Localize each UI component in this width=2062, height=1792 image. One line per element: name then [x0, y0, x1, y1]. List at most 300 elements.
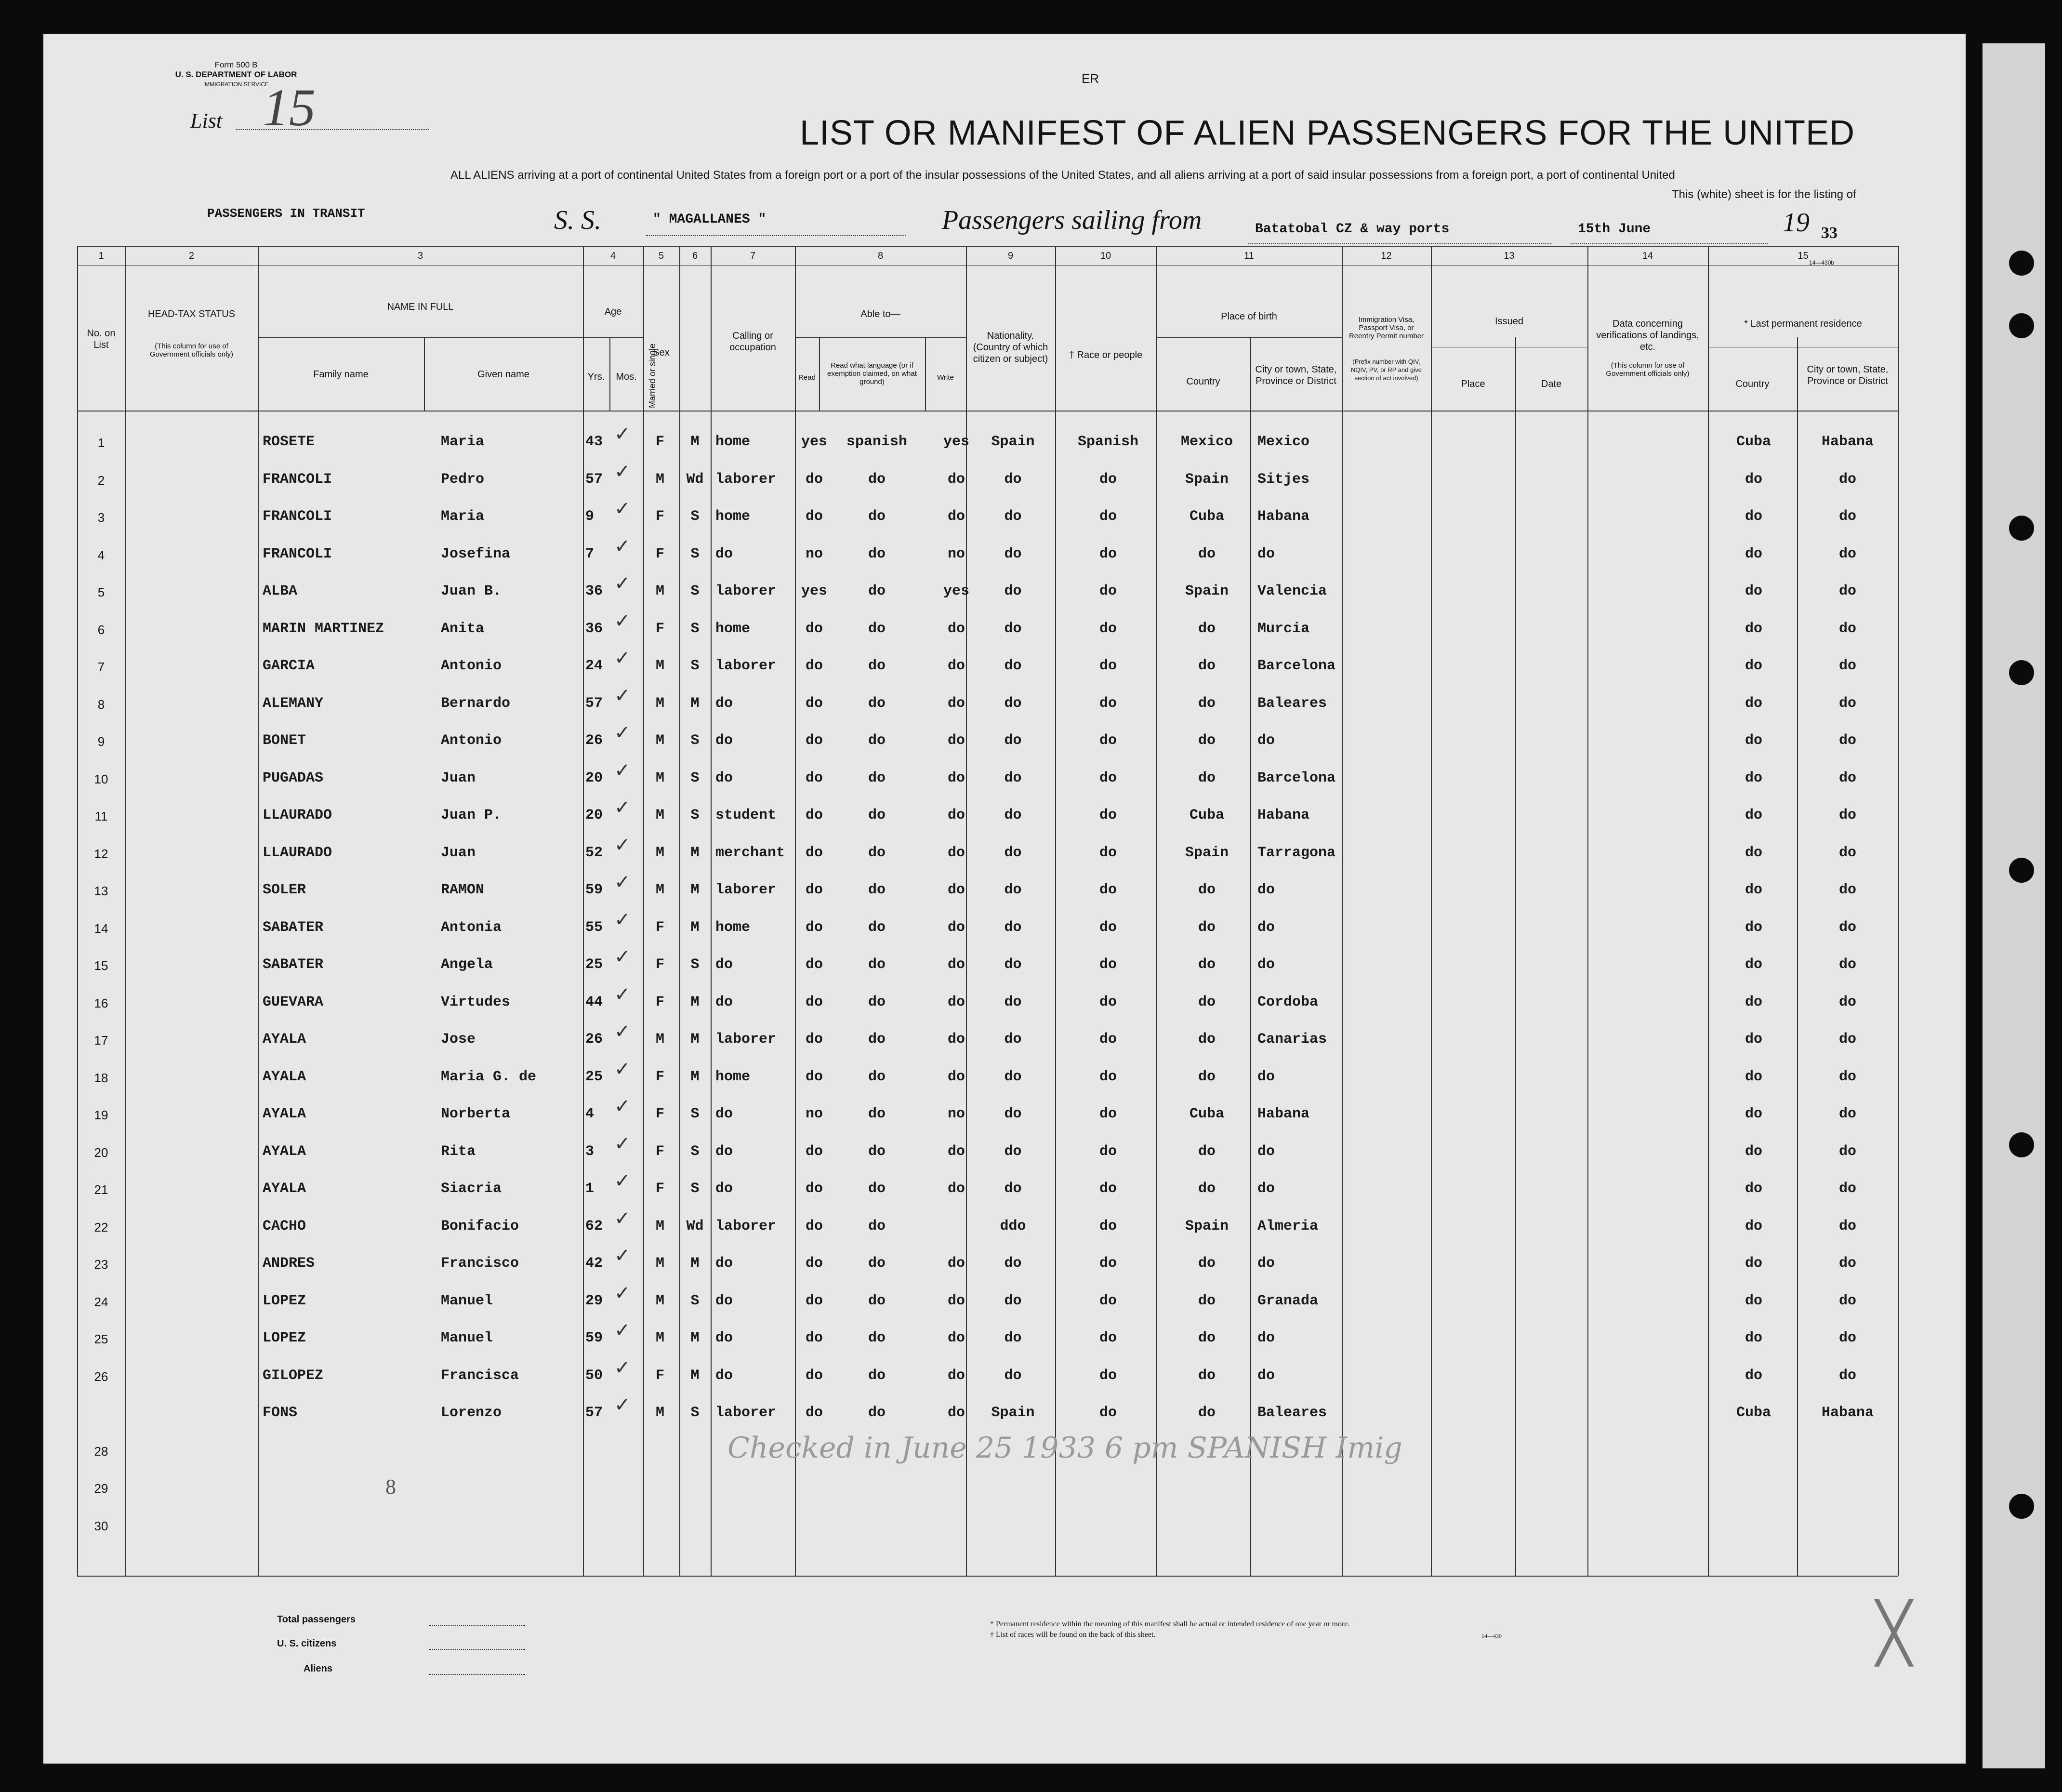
cell-read: do [805, 695, 823, 712]
cell-lang: do [868, 508, 886, 525]
cell-race: do [1099, 1031, 1117, 1048]
cell-ms: S [690, 1405, 700, 1421]
cell-nat: do [1004, 732, 1022, 749]
list-underline [236, 129, 429, 130]
cell-bcountry: do [1198, 882, 1216, 898]
checkmark-icon: ✓ [614, 460, 631, 483]
cell-write: do [947, 1330, 965, 1346]
cell-lang: do [868, 732, 886, 749]
checkmark-icon: ✓ [614, 535, 631, 558]
checkmark-icon: ✓ [614, 1245, 631, 1267]
cell-read: yes [801, 583, 827, 599]
row-number: 10 [94, 771, 108, 786]
header-place-of-birth: Place of birth [1221, 311, 1277, 322]
row-number: 12 [94, 846, 108, 861]
row-number: 18 [94, 1070, 108, 1085]
cell-sex: F [655, 1068, 664, 1085]
header-country: Country [1186, 376, 1220, 387]
cell-bcity: Barcelona [1257, 770, 1336, 786]
cell-calling: laborer [715, 471, 777, 488]
cell-bcountry: Cuba [1189, 807, 1224, 823]
cell-nat: do [1004, 1143, 1022, 1160]
header-given-name: Given name [477, 369, 529, 380]
cell-rcity: do [1838, 844, 1856, 861]
cell-given: Juan [441, 844, 476, 861]
colnum-8: 8 [877, 251, 884, 261]
cell-read: no [805, 1106, 823, 1122]
cell-write: do [947, 658, 965, 674]
cell-race: do [1099, 545, 1117, 562]
cell-bcity: Sitjes [1257, 471, 1310, 488]
cell-calling: do [715, 1367, 733, 1384]
ss-label: S. S. [554, 205, 601, 235]
cell-read: do [805, 1255, 823, 1272]
cell-nat: ddo [1000, 1218, 1026, 1234]
cell-bcountry: do [1198, 545, 1216, 562]
cell-ms: M [690, 919, 700, 936]
cell-rcity: do [1838, 508, 1856, 525]
cell-ms: S [690, 583, 700, 599]
checkmark-icon: ✓ [614, 647, 631, 669]
cell-bcountry: do [1198, 1143, 1216, 1160]
cell-nat: do [1004, 844, 1022, 861]
cell-ms: M [690, 1330, 700, 1346]
checkmark-icon: ✓ [614, 572, 631, 595]
col-divider [711, 246, 712, 1576]
list-label: List [190, 109, 223, 133]
cell-read: do [805, 508, 823, 525]
colnum-9: 9 [1007, 251, 1014, 261]
header-residence: * Last permanent residence [1744, 319, 1862, 329]
cell-bcity: Tarragona [1257, 844, 1336, 861]
cell-nat: do [1004, 1367, 1022, 1384]
checkmark-icon: ✓ [614, 423, 631, 445]
cell-family: LOPEZ [263, 1330, 306, 1346]
cell-sex: M [655, 844, 664, 861]
ship-underline [646, 235, 906, 236]
cell-bcity: Valencia [1257, 583, 1327, 599]
cell-write: do [947, 1255, 965, 1272]
cell-age: 7 [585, 545, 595, 562]
cell-sex: M [655, 1330, 664, 1346]
cell-age: 44 [585, 994, 603, 1010]
cell-ms: M [690, 994, 700, 1010]
cell-read: do [805, 1405, 823, 1421]
cell-read: do [805, 770, 823, 786]
cell-write: do [947, 1292, 965, 1309]
cell-family: GARCIA [263, 658, 315, 674]
cell-race: do [1099, 1106, 1117, 1122]
main-title: LIST OR MANIFEST OF ALIEN PASSENGERS FOR THE UNITED [800, 114, 1855, 152]
cell-lang: do [868, 956, 886, 973]
x-mark: ╳ [1877, 1600, 1912, 1667]
cell-sex: M [655, 882, 664, 898]
cell-given: Juan [441, 770, 476, 786]
header-res-city: City or town, State, Province or District [1807, 364, 1889, 386]
cell-write: do [947, 471, 965, 488]
cell-calling: do [715, 1181, 733, 1197]
cell-rcountry: do [1745, 1143, 1762, 1160]
cell-read: do [805, 1292, 823, 1309]
colnum-6: 6 [692, 251, 698, 261]
cell-family: CACHO [263, 1218, 306, 1234]
us-citizens-line [429, 1649, 525, 1650]
cell-bcity: do [1257, 1255, 1275, 1272]
cell-lang: do [868, 1143, 886, 1160]
cell-race: do [1099, 807, 1117, 823]
cell-ms: S [690, 956, 700, 973]
cell-race: do [1099, 620, 1117, 637]
row-number: 22 [94, 1220, 108, 1234]
cell-bcity: Baleares [1257, 695, 1327, 712]
cell-race: do [1099, 1367, 1117, 1384]
cell-rcity: do [1838, 1068, 1856, 1085]
small-code: 14—430b [1809, 259, 1835, 266]
colnum-12: 12 [1381, 251, 1392, 261]
cell-bcity: Habana [1257, 807, 1310, 823]
cell-age: 26 [585, 1031, 603, 1048]
cell-rcountry: do [1745, 956, 1762, 973]
cell-race: do [1099, 919, 1117, 936]
cell-lang: do [868, 1292, 886, 1309]
cell-calling: do [715, 1255, 733, 1272]
row-number: 23 [94, 1257, 108, 1272]
cell-calling: merchant [715, 844, 785, 861]
cell-race: do [1099, 658, 1117, 674]
cell-sex: M [655, 1031, 664, 1048]
cell-bcity: do [1257, 1068, 1275, 1085]
cell-bcountry: Cuba [1189, 1106, 1224, 1122]
row-number: 15 [94, 958, 108, 973]
cell-given: Manuel [441, 1292, 493, 1309]
cell-ms: M [690, 434, 700, 450]
cell-age: 25 [585, 1068, 603, 1085]
cell-rcity: do [1838, 545, 1856, 562]
cell-nat: do [1004, 1255, 1022, 1272]
table-border [77, 246, 1898, 247]
cell-lang: do [868, 545, 886, 562]
header-landing: Data concerning verifications of landings, etc. [1596, 319, 1699, 352]
cell-bcity: do [1257, 882, 1275, 898]
cell-nat: do [1004, 1292, 1022, 1309]
cell-family: GUEVARA [263, 994, 324, 1010]
cell-family: LLAURADO [263, 844, 332, 861]
cell-write: do [947, 956, 965, 973]
checkmark-icon: ✓ [614, 610, 631, 632]
cell-nat: do [1004, 1031, 1022, 1048]
checkmark-icon: ✓ [614, 1132, 631, 1155]
row-number: 26 [94, 1369, 108, 1384]
form-number: Form 500 B [214, 60, 258, 69]
cell-sex: F [655, 620, 664, 637]
cell-nat: do [1004, 1068, 1022, 1085]
colnum-11: 11 [1244, 251, 1254, 261]
header-name-in-full: NAME IN FULL [387, 302, 454, 312]
header-calling: Calling or occupation [729, 331, 776, 353]
cell-rcountry: do [1745, 1218, 1762, 1234]
subhead-line [795, 337, 966, 338]
cell-ms: S [690, 1292, 700, 1309]
cell-write: do [947, 994, 965, 1010]
cell-bcountry: do [1198, 1367, 1216, 1384]
cell-sex: M [655, 732, 664, 749]
header-yrs: Yrs. [587, 372, 605, 382]
checkmark-icon: ✓ [614, 1282, 631, 1304]
cell-sex: M [655, 583, 664, 599]
cell-age: 20 [585, 770, 603, 786]
colnum-1: 1 [98, 251, 104, 261]
header-city: City or town, State, Province or District [1255, 364, 1337, 386]
cell-write: do [947, 1367, 965, 1384]
col-divider [1708, 246, 1709, 1576]
cell-bcity: Murcia [1257, 620, 1310, 637]
cell-read: yes [801, 434, 827, 450]
cell-nat: do [1004, 620, 1022, 637]
cell-ms: S [690, 658, 700, 674]
cell-rcity: do [1838, 882, 1856, 898]
header-visa-note: (Prefix number with QIV, NQIV, PV, or RP and give section of act involved) [1351, 358, 1422, 382]
cell-lang: do [868, 1106, 886, 1122]
cell-given: Antonio [441, 732, 502, 749]
cell-bcity: do [1257, 919, 1275, 936]
cell-nat: do [1004, 770, 1022, 786]
cell-bcity: do [1257, 1143, 1275, 1160]
col-divider [583, 246, 584, 1576]
cell-given: Pedro [441, 471, 485, 488]
ship-name: " MAGALLANES " [653, 212, 767, 227]
cell-write: yes [943, 583, 969, 599]
cell-age: 3 [585, 1143, 595, 1160]
cell-write: do [947, 770, 965, 786]
cell-age: 62 [585, 1218, 603, 1234]
row-number: 7 [97, 660, 105, 674]
checkmark-icon: ✓ [614, 946, 631, 968]
cell-race: Spanish [1077, 434, 1139, 450]
cell-family: ALBA [263, 583, 298, 599]
cell-age: 57 [585, 695, 603, 712]
checkmark-icon: ✓ [614, 1394, 631, 1416]
header-mos: Mos. [616, 372, 637, 382]
cell-family: PUGADAS [263, 770, 324, 786]
cell-calling: do [715, 1330, 733, 1346]
cell-calling: laborer [715, 882, 777, 898]
cell-lang: do [868, 695, 886, 712]
cell-rcity: do [1838, 919, 1856, 936]
cell-nat: Spain [991, 434, 1035, 450]
cell-age: 59 [585, 882, 603, 898]
cell-read: do [805, 1367, 823, 1384]
checkmark-icon: ✓ [614, 1319, 631, 1341]
us-citizens-label: U. S. citizens [277, 1638, 337, 1649]
cell-bcountry: do [1198, 1292, 1216, 1309]
cell-lang: do [868, 844, 886, 861]
cell-bcountry: Spain [1185, 844, 1229, 861]
col-divider [1431, 246, 1432, 1576]
cell-bcountry: do [1198, 919, 1216, 936]
cell-read: do [805, 1181, 823, 1197]
col-divider [1797, 337, 1798, 1576]
cell-lang: do [868, 1330, 886, 1346]
cell-given: Bonifacio [441, 1218, 519, 1234]
cell-race: do [1099, 732, 1117, 749]
cell-given: Jose [441, 1031, 476, 1048]
cell-given: RAMON [441, 882, 485, 898]
cell-nat: do [1004, 882, 1022, 898]
col-divider [1342, 246, 1343, 1576]
cell-rcity: do [1838, 1367, 1856, 1384]
cell-rcity: do [1838, 732, 1856, 749]
cell-sex: F [655, 994, 664, 1010]
cell-write: do [947, 1031, 965, 1048]
list-number: 15 [263, 78, 316, 137]
cell-read: do [805, 956, 823, 973]
cell-nat: do [1004, 658, 1022, 674]
cell-write: do [947, 695, 965, 712]
header-no-on-list: No. on List [87, 328, 116, 350]
cell-read: do [805, 732, 823, 749]
cell-rcity: do [1838, 1330, 1856, 1346]
cell-race: do [1099, 1255, 1117, 1272]
header-sex: Sex [653, 347, 670, 358]
cell-bcity: Habana [1257, 508, 1310, 525]
cell-nat: do [1004, 545, 1022, 562]
cell-rcountry: Cuba [1736, 434, 1771, 450]
cell-write: do [947, 882, 965, 898]
subtitle-line2: This (white) sheet is for the listing of [1672, 188, 1856, 201]
subhead-line [1156, 337, 1342, 338]
cell-given: Antonia [441, 919, 502, 936]
cell-sex: M [655, 471, 664, 488]
cell-sex: M [655, 1218, 664, 1234]
checkmark-icon: ✓ [614, 684, 631, 707]
cell-bcity: Barcelona [1257, 658, 1336, 674]
cell-rcity: do [1838, 1106, 1856, 1122]
cell-family: MARIN MARTINEZ [263, 620, 384, 637]
cell-read: do [805, 919, 823, 936]
cell-read: do [805, 882, 823, 898]
cell-bcountry: do [1198, 620, 1216, 637]
cell-bcountry: Mexico [1180, 434, 1233, 450]
cell-lang: do [868, 770, 886, 786]
table-bottom [77, 1576, 1898, 1577]
cell-age: 26 [585, 732, 603, 749]
header-res-country: Country [1735, 379, 1770, 389]
cell-family: AYALA [263, 1106, 306, 1122]
cell-bcity: Mexico [1257, 434, 1310, 450]
cell-race: do [1099, 844, 1117, 861]
checkmark-icon: ✓ [614, 1021, 631, 1043]
cell-rcity: do [1838, 471, 1856, 488]
row-number: 3 [97, 510, 105, 525]
cell-sex: M [655, 1292, 664, 1309]
cell-family: ALEMANY [263, 695, 324, 712]
cell-race: do [1099, 583, 1117, 599]
cell-ms: S [690, 1106, 700, 1122]
footer-code: 14—430 [1481, 1633, 1502, 1639]
cell-nat: do [1004, 1181, 1022, 1197]
cell-calling: home [715, 1068, 751, 1085]
cell-rcity: do [1838, 956, 1856, 973]
cell-lang: do [868, 994, 886, 1010]
subhead-line [258, 337, 583, 338]
cell-given: Anita [441, 620, 485, 637]
cell-rcountry: do [1745, 620, 1762, 637]
col-divider [1898, 246, 1899, 1576]
cell-lang: do [868, 807, 886, 823]
col-divider [1515, 337, 1516, 1576]
cell-rcountry: do [1745, 1367, 1762, 1384]
stray-mark: 8 [385, 1475, 396, 1499]
cell-rcountry: do [1745, 695, 1762, 712]
cell-family: AYALA [263, 1181, 306, 1197]
cell-bcity: Habana [1257, 1106, 1310, 1122]
cell-rcountry: Cuba [1736, 1405, 1771, 1421]
cell-calling: do [715, 956, 733, 973]
cell-age: 57 [585, 1405, 603, 1421]
cell-sex: F [655, 919, 664, 936]
checked-in-annotation: Checked in June 25 1933 6 pm SPANISH Imig [727, 1431, 1402, 1465]
col-divider [819, 337, 820, 411]
cell-ms: M [690, 1255, 700, 1272]
cell-family: LLAURADO [263, 807, 332, 823]
cell-calling: laborer [715, 658, 777, 674]
cell-family: AYALA [263, 1068, 306, 1085]
aliens-label: Aliens [304, 1663, 333, 1674]
cell-write: yes [943, 434, 969, 450]
cell-given: Juan B. [441, 583, 502, 599]
transit-label: PASSENGERS IN TRANSIT [207, 206, 365, 221]
cell-rcountry: do [1745, 508, 1762, 525]
cell-sex: M [655, 1405, 664, 1421]
row-number: 30 [94, 1518, 108, 1533]
cell-calling: home [715, 508, 751, 525]
cell-bcountry: Spain [1185, 583, 1229, 599]
cell-bcity: do [1257, 956, 1275, 973]
cell-family: FRANCOLI [263, 508, 332, 525]
cell-family: BONET [263, 732, 306, 749]
cell-sex: F [655, 545, 664, 562]
cell-age: 59 [585, 1330, 603, 1346]
cell-nat: do [1004, 471, 1022, 488]
cell-ms: M [690, 1031, 700, 1048]
cell-rcity: do [1838, 1031, 1856, 1048]
cell-calling: do [715, 1292, 733, 1309]
cell-rcity: do [1838, 994, 1856, 1010]
cell-bcountry: do [1198, 695, 1216, 712]
header-race: † Race or people [1069, 350, 1143, 360]
header-able-to: Able to— [860, 309, 900, 319]
cell-lang: do [868, 1405, 886, 1421]
header-nationality: Nationality. (Country of which citizen or subject) [973, 331, 1048, 364]
cell-bcountry: do [1198, 732, 1216, 749]
row-number: 4 [97, 547, 105, 562]
cell-read: no [805, 545, 823, 562]
checkmark-icon: ✓ [614, 983, 631, 1006]
cell-race: do [1099, 1330, 1117, 1346]
cell-ms: S [690, 1181, 700, 1197]
cell-lang: do [868, 471, 886, 488]
cell-bcity: do [1257, 732, 1275, 749]
header-issued: Issued [1495, 316, 1523, 327]
cell-rcountry: do [1745, 658, 1762, 674]
cell-age: 25 [585, 956, 603, 973]
cell-rcountry: do [1745, 1031, 1762, 1048]
cell-race: do [1099, 956, 1117, 973]
cell-calling: laborer [715, 1405, 777, 1421]
cell-rcountry: do [1745, 1181, 1762, 1197]
row-number: 19 [94, 1108, 108, 1122]
cell-calling: laborer [715, 583, 777, 599]
